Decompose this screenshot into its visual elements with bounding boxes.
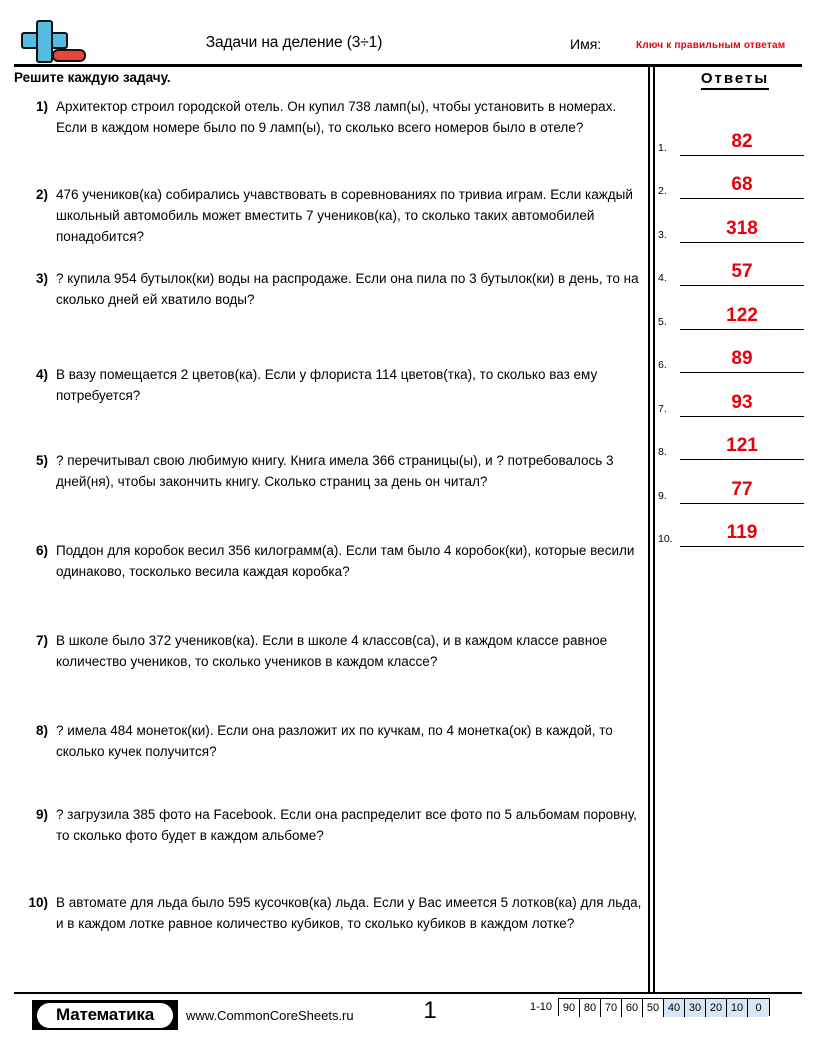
score-cell[interactable]: 40 <box>664 999 685 1017</box>
problem-text: Поддон для коробок весил 356 килограмм(а). Если там было 4 коробок(ки), которые весили одинаково, тосколько весила каждая коробка? <box>56 543 635 579</box>
problem-number: 10) <box>28 895 48 910</box>
footer-divider <box>14 992 802 994</box>
page-number: 1 <box>423 997 437 1024</box>
answer-row <box>656 504 808 548</box>
directions-text: Решите каждую задачу. <box>14 70 171 85</box>
score-cell[interactable]: 60 <box>622 999 643 1017</box>
score-cell[interactable]: 80 <box>580 999 601 1017</box>
score-cell[interactable]: 20 <box>706 999 727 1017</box>
name-label: Имя: <box>570 36 602 52</box>
problem-number: 9) <box>35 807 48 822</box>
problem-text: 476 учеников(ка) собирались учавствовать в соревнованиях по тривиа играм. Если каждый школьный автомобиль может вместить 7 учеников(ка), то сколько таких автомобилей понадобится? <box>56 187 633 244</box>
problem-number: 2) <box>35 187 48 202</box>
problem-number: 3) <box>35 271 48 286</box>
answer-value: 122 <box>726 304 758 326</box>
problem-text: Архитектор строил городской отель. Он купил 738 ламп(ы), чтобы установить в номерах. Если в каждом номере было по 9 ламп(ы), то сколько всего номеров было в отеле? <box>56 99 617 135</box>
answer-number: 7. <box>658 402 667 415</box>
answer-row <box>656 417 808 461</box>
answer-value: 318 <box>726 217 758 239</box>
answer-value: 68 <box>731 174 753 195</box>
brand-label: Математика <box>37 1003 173 1028</box>
answer-row <box>656 460 808 504</box>
problem-number: 6) <box>35 543 48 558</box>
problem-list <box>14 96 644 996</box>
problem-text: ? имела 484 монеток(ки). Если она разложит их по кучкам, по 4 монетка(ок) в каждой, то сколько кучек получится? <box>56 723 613 759</box>
answer-row <box>656 286 808 330</box>
website-url: www.CommonCoreSheets.ru <box>186 1008 354 1023</box>
score-cell[interactable]: 70 <box>601 999 622 1017</box>
answer-value: 119 <box>726 522 758 543</box>
header-divider <box>14 64 802 67</box>
problem-item <box>14 804 644 846</box>
problem-text: В школе было 372 учеников(ка). Если в школе 4 классов(са), и в каждом классе равное количество учеников, то сколько учеников в каждом классе? <box>56 633 608 669</box>
answer-key-list <box>656 112 808 547</box>
brand-logo <box>32 1000 178 1030</box>
answer-value: 77 <box>731 478 753 500</box>
problem-text: ? перечитывал свою любимую книгу. Книга имела 366 страницы(ы), и ? потребовалось 3 дней(ня), чтобы закончить книгу. Сколько страниц за день он читал? <box>56 453 614 489</box>
score-cell[interactable]: 30 <box>685 999 706 1017</box>
column-divider <box>648 66 655 992</box>
answer-row <box>656 156 808 200</box>
problem-item <box>14 720 644 762</box>
problem-item <box>14 364 644 406</box>
problem-item <box>14 630 644 672</box>
page-title: Задачи на деление (3÷1) <box>205 34 383 51</box>
problem-text: В вазу помещается 2 цветов(ка). Если у флориста 114 цветов(тка), то сколько ваз ему потребуется? <box>56 367 598 403</box>
problem-text: ? купила 954 бутылок(ки) воды на распродаже. Если она пила по 3 бутылок(ки) в день, то на сколько дней ей хватило воды? <box>56 271 639 307</box>
answer-number: 1. <box>658 141 667 154</box>
answer-value: 82 <box>731 130 753 152</box>
answer-number: 8. <box>658 446 667 458</box>
answer-number: 2. <box>658 185 667 197</box>
answer-row <box>656 373 808 417</box>
answer-line <box>680 545 804 547</box>
problem-text: В автомате для льда было 595 кусочков(ка) льда. Если у Вас имеется 5 лотков(ка) для льда, и в каждом лотке равное количество кубиков, то сколько кубиков в каждом лотке? <box>56 895 642 931</box>
answer-value: 93 <box>731 391 753 413</box>
answer-number: 6. <box>658 359 667 371</box>
answer-row <box>656 112 808 156</box>
problem-number: 4) <box>35 367 48 382</box>
answers-heading: Ответы <box>660 70 810 87</box>
score-scale <box>530 998 770 1016</box>
problem-item <box>14 892 644 934</box>
problem-number: 5) <box>35 453 48 468</box>
answer-key-badge: Ключ к правильным ответам <box>636 40 786 51</box>
problem-text: ? загрузила 385 фото на Facebook. Если она распределит все фото по 5 альбомам поровну, то сколько фото будет в каждом альбоме? <box>56 807 637 843</box>
answer-number: 3. <box>658 228 667 241</box>
answer-number: 9. <box>658 489 667 502</box>
problem-item <box>14 540 644 582</box>
page-header <box>14 16 802 66</box>
answer-row <box>656 243 808 287</box>
score-cell[interactable]: 50 <box>643 999 664 1017</box>
answer-row <box>656 199 808 243</box>
problem-item <box>14 450 644 492</box>
answer-number: 4. <box>658 272 667 284</box>
answer-number: 5. <box>658 315 667 328</box>
problem-item <box>14 184 644 247</box>
problem-item <box>14 96 644 138</box>
answer-value: 89 <box>731 348 753 369</box>
score-cell[interactable]: 10 <box>727 999 748 1017</box>
answer-value: 57 <box>731 261 753 282</box>
score-range-label: 1-10 <box>530 1001 553 1013</box>
problem-number: 7) <box>35 633 48 648</box>
score-cells <box>558 998 770 1016</box>
score-cell[interactable]: 0 <box>748 999 769 1017</box>
problem-item <box>14 268 644 310</box>
score-cell[interactable]: 90 <box>559 999 580 1017</box>
answer-number: 10. <box>658 533 673 545</box>
answer-value: 121 <box>726 435 758 456</box>
answer-row <box>656 330 808 374</box>
problem-number: 8) <box>35 723 48 738</box>
problem-number: 1) <box>35 99 48 114</box>
